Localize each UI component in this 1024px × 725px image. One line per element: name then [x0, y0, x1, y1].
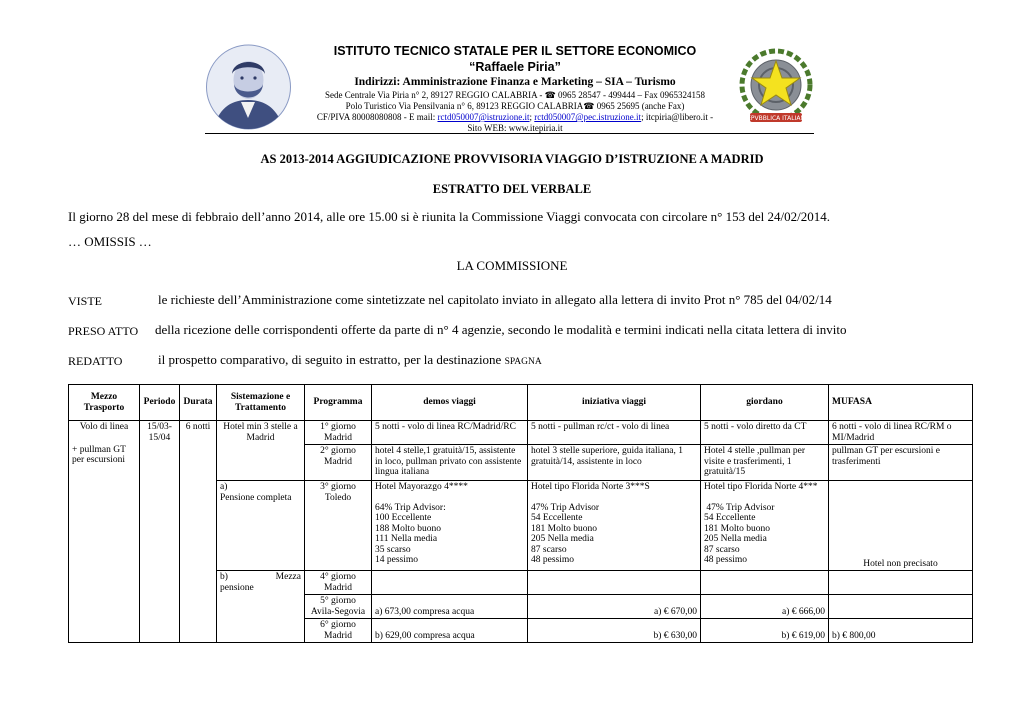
- website: Sito WEB: www.itepiria.it: [467, 123, 563, 133]
- email-link-1[interactable]: rctd050007@istruzione.it: [437, 112, 530, 122]
- cell-text: 54 Eccellente: [704, 513, 756, 523]
- omissis: … OMISSIS …: [68, 234, 152, 249]
- founder-portrait: [205, 44, 292, 130]
- cell-text: 48 pessimo: [531, 555, 575, 565]
- table-cell: 3° giorno Toledo: [305, 481, 372, 571]
- table-cell: 6 notti - volo di linea RC/RM o MI/Madrid: [829, 421, 973, 445]
- table-cell: b) € 630,00: [528, 619, 701, 643]
- table-cell: [701, 571, 829, 595]
- email-3: ; itcpiria@libero.it -: [641, 112, 714, 122]
- table-cell: 4° giorno Madrid: [305, 571, 372, 595]
- viste-text: le richieste dell’Amministrazione come sintetizzate nel capitolato inviato in allegato alla lettera di invito Prot n° 785 del 04/02/14: [158, 292, 832, 307]
- cell-text: 35 scarso: [375, 544, 411, 555]
- col-header: Durata: [180, 385, 217, 421]
- col-header: Mezzo Trasporto: [69, 385, 140, 421]
- cell-text: 188 Molto buono: [375, 523, 441, 534]
- cell-text: 14 pessimo: [375, 555, 419, 565]
- comparison-table: [68, 384, 973, 643]
- redatto-label: REDATTO: [68, 354, 123, 368]
- cell-text: + pullman GT per escursioni: [72, 444, 126, 465]
- table-cell: [217, 571, 305, 643]
- table-cell: hotel 4 stelle,1 gratuità/15, assistente in loco, pullman privato con assistente lingua italiana: [372, 445, 528, 481]
- cf-piva: CF/PIVA 80008080808 - E mail:: [316, 112, 438, 122]
- table-cell: b) 629,00 compresa acqua: [372, 619, 528, 643]
- cell-text: 48 pessimo: [704, 555, 748, 565]
- table-cell: [829, 571, 973, 595]
- table-cell: pullman GT per escursioni e trasferimenti: [829, 445, 973, 481]
- cell-text: 181 Molto buono: [704, 523, 770, 534]
- viste-label: VISTE: [68, 294, 102, 308]
- table-cell: Hotel non precisato: [829, 481, 973, 571]
- contacts-line: [292, 112, 738, 122]
- table-cell: a) € 670,00: [528, 595, 701, 619]
- table-cell: 5 notti - pullman rc/ct - volo di linea: [528, 421, 701, 445]
- col-header: MUFASA: [829, 385, 973, 421]
- cell-text: 87 scarso: [704, 544, 740, 555]
- school-name: ISTITUTO TECNICO STATALE PER IL SETTORE ECONOMICO: [333, 44, 697, 58]
- cell-text: Volo di linea: [79, 422, 129, 432]
- cell-text: 100 Eccellente: [375, 513, 432, 523]
- cell-text: 205 Nella media: [531, 534, 594, 544]
- document-title: AS 2013-2014 AGGIUDICAZIONE PROVVISORIA VIAGGIO D’ISTRUZIONE A MADRID: [260, 152, 764, 166]
- table-header-row: [69, 385, 973, 421]
- document-subtitle: ESTRATTO DEL VERBALE: [432, 182, 592, 196]
- table-cell: Hotel 4 stelle ,pullman per visite e trasferimenti, 1 gratuità/15: [701, 445, 829, 481]
- polo-turistico: Polo Turistico Via Pensilvania n° 6, 89123 REGGIO CALABRIA☎ 0965 25695 (anche Fax): [345, 101, 685, 111]
- cell-text: Pensione completa: [220, 492, 292, 503]
- cell-text: Hotel tipo Florida Norte 3***S: [531, 482, 650, 492]
- cell-text: Hotel Mayorazgo 4****: [375, 482, 468, 492]
- table-cell: [217, 481, 305, 571]
- table-cell: [701, 481, 829, 571]
- commissione-heading: LA COMMISSIONE: [456, 258, 568, 273]
- email-link-2[interactable]: rctd050007@pec.istruzione.it: [534, 112, 642, 122]
- table-cell: 5° giorno Avila-Segovia: [305, 595, 372, 619]
- table-cell: [69, 421, 140, 643]
- table-cell: 6 notti: [180, 421, 217, 643]
- table-cell: [829, 595, 973, 619]
- table-cell: a) 673,00 compresa acqua: [372, 595, 528, 619]
- table-cell: 5 notti - volo di linea RC/Madrid/RC: [372, 421, 528, 445]
- italian-republic-emblem: [738, 47, 814, 127]
- cell-text: 205 Nella media: [704, 534, 767, 544]
- redatto-text: [158, 352, 542, 368]
- cell-text: 54 Eccellente: [531, 513, 583, 523]
- preso-atto-label: PRESO ATTO: [68, 324, 139, 338]
- table-cell: Hotel min 3 stelle a Madrid: [217, 421, 305, 481]
- table-cell: b) € 619,00: [701, 619, 829, 643]
- table-cell: [372, 481, 528, 571]
- school-title: “Raffaele Piria”: [469, 60, 561, 74]
- table-cell: b) € 800,00: [829, 619, 973, 643]
- cell-text: 181 Molto buono: [531, 523, 597, 534]
- cell-text: Hotel tipo Florida Norte 4***: [704, 482, 818, 492]
- svg-text:REPVBBLICA ITALIANA: REPVBBLICA ITALIANA: [742, 115, 810, 122]
- table-cell: 1° giorno Madrid: [305, 421, 372, 445]
- table-row: [69, 421, 973, 445]
- cell-text: 64% Trip Advisor:: [375, 502, 446, 513]
- table-cell: hotel 3 stelle superiore, guida italiana, 1 gratuità/14, assistente in loco: [528, 445, 701, 481]
- cell-text: a): [220, 482, 228, 492]
- table-cell: 2° giorno Madrid: [305, 445, 372, 481]
- col-header: Periodo: [140, 385, 180, 421]
- col-header: iniziativa viaggi: [528, 385, 701, 421]
- cell-text: 111 Nella media: [375, 534, 438, 544]
- cell-text: b): [220, 572, 228, 582]
- destination: SPAGNA: [504, 357, 542, 367]
- preso-atto-text: della ricezione delle corrispondenti offerte da parte di n° 4 agenzie, secondo le modalità e termini indicati nella citata lettera di invito: [155, 322, 847, 337]
- table-cell: 5 notti - volo diretto da CT: [701, 421, 829, 445]
- cell-text: 87 scarso: [531, 544, 567, 555]
- cell-text: Mezza: [275, 572, 301, 582]
- table-cell: 15/03-15/04: [140, 421, 180, 643]
- table-cell: [528, 571, 701, 595]
- sede-centrale: Sede Centrale Via Piria n° 2, 89127 REGGIO CALABRIA - ☎ 0965 28547 - 499444 – Fax 0965324158: [324, 90, 706, 100]
- redatto-body: il prospetto comparativo, di seguito in estratto, per la destinazione: [158, 352, 505, 367]
- cell-text: pensione: [220, 582, 254, 593]
- table-cell: 6° giorno Madrid: [305, 619, 372, 643]
- cell-text: 47% Trip Advisor: [704, 502, 775, 513]
- col-header: Sistemazione e Trattamento: [217, 385, 305, 421]
- school-indirizzi: Indirizzi: Amministrazione Finanza e Marketing – SIA – Turismo: [354, 76, 676, 88]
- intro-text: Il giorno 28 del mese di febbraio dell’anno 2014, alle ore 15.00 si è riunita la Commissione Viaggi convocata con circolare n° 153 del 24/02/2014.: [68, 209, 830, 224]
- col-header: giordano: [701, 385, 829, 421]
- col-header: Programma: [305, 385, 372, 421]
- table-cell: [372, 571, 528, 595]
- table-cell: a) € 666,00: [701, 595, 829, 619]
- cell-text: 47% Trip Advisor: [531, 502, 600, 513]
- col-header: demos viaggi: [372, 385, 528, 421]
- table-cell: [528, 481, 701, 571]
- separator: ;: [529, 112, 535, 122]
